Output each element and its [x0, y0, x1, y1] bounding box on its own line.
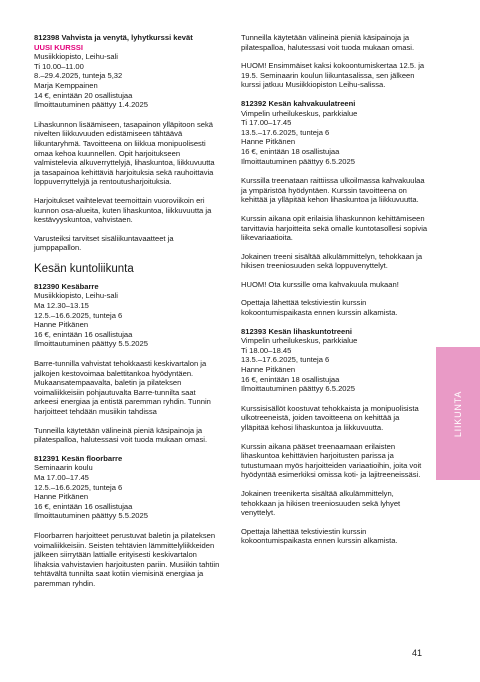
course-location: Vimpelin urheilukeskus, parkkialue: [241, 108, 358, 118]
course-description: Tunneilla käytetään välineinä pieniä käsipainoja ja pilatespalloa, halutessasi voit tuoda mukaan omasi.: [34, 425, 208, 445]
course-price: 16 €, enintään 18 osallistujaa: [241, 374, 340, 384]
course-description: Lihaskunnon lisäämiseen, tasapainon ylläpitoon sekä nivelten liikkuvuuden edistämiseen tähtäävä liikuntaryhmä. Tavoitteena on liikkua monipuolisesti omaa kehoa kuunnellen. Opit harjoitukseen valmistelevia alkuverryttelyjä, lihaskuntoa, liikkuvuutta ja tasapainoa kehittäviä harjoituksia sekä rauhoittavia loppuverryttelyjä ja rentoutusharjoituksia.: [34, 119, 215, 187]
course-note: Opettaja lähettää tekstiviestin kurssin kokoontumispaikasta ennen kurssin alkamista.: [241, 298, 398, 318]
course-deadline: Ilmoittautuminen päättyy 5.5.2025: [34, 511, 148, 521]
course-location: Musiikkiopisto, Leihu-sali: [34, 291, 118, 301]
course-812391: [34, 454, 222, 521]
course-time: Ti 18.00–18.45: [241, 345, 292, 355]
course-location: Seminaarin koulu: [34, 463, 93, 473]
course-812392: [241, 99, 429, 166]
course-meta: [34, 291, 222, 349]
course-time: Ti 10.00–11.00: [34, 61, 84, 71]
course-price: 16 €, enintään 18 osallistujaa: [241, 146, 340, 156]
course-dates: 12.5.–16.6.2025, tunteja 6: [34, 482, 123, 492]
course-teacher: Hanne Pitkänen: [241, 365, 296, 375]
course-812398: [34, 33, 222, 110]
course-dates: 8.–29.4.2025, tunteja 5,32: [34, 71, 123, 81]
course-time: Ma 12.30–13.15: [34, 301, 89, 311]
course-description: Tunneilla käytetään välineinä pieniä käsipainoja ja pilatespalloa, halutessasi voit tuoda mukaan omasi.: [241, 33, 415, 52]
section-side-tab: [436, 347, 480, 480]
course-time: Ti 17.00–17.45: [241, 118, 292, 128]
course-meta: [34, 52, 222, 110]
course-note: HUOM! Ensimmäiset kaksi kokoontumiskertaa 12.5. ja 19.5. Seminaarin koulun liikuntasalissa, sen jälkeen kurssi jatkuu Musiikkiopiston Leihu-salissa.: [241, 61, 425, 90]
course-dates: 12.5.–16.6.2025, tunteja 6: [34, 310, 123, 320]
right-column: [241, 33, 429, 555]
course-teacher: Marja Kemppainen: [34, 80, 98, 90]
course-note: Opettaja lähettää tekstiviestin kurssin kokoontumispaikasta ennen kurssin alkamista.: [241, 526, 398, 546]
course-meta: [34, 463, 222, 521]
course-deadline: Ilmoittautuminen päättyy 1.4.2025: [34, 100, 148, 110]
course-title: 812393 Kesän lihaskuntotreeni: [241, 326, 353, 336]
course-description: Jokainen treenikerta sisältää alkulämmittelyn, tehokkaan ja hikisen treeniosuuden sekä lyhyet venyttelyt.: [241, 488, 401, 518]
course-deadline: Ilmoittautuminen päättyy 6.5.2025: [241, 384, 355, 394]
course-deadline: Ilmoittautuminen päättyy 6.5.2025: [241, 156, 355, 166]
course-description: Floorbarren harjoitteet perustuvat baletin ja pilateksen voimaliikkeisiin. Seisten tehtävien lämmittelyliikkeiden jälkeen siirrytään lattialle erityisesti keskivartalon lihaksia vahvistavien harjoitusten pariin. Musiikin tahtiin tehtävältä tunnilta saat kotiin viemisinä energiaa ja paremman ryhdin.: [34, 530, 220, 588]
course-price: 16 €, enintään 16 osallistujaa: [34, 329, 133, 339]
course-meta: [241, 109, 429, 167]
course-deadline: Ilmoittautuminen päättyy 5.5.2025: [34, 339, 148, 349]
course-dates: 13.5.–17.6.2025, tunteja 6: [241, 127, 330, 137]
course-description: Kurssin aikana opit erilaisia lihaskunnon kehittämiseen tarvittavia harjoitteita sekä omalle kuntotasollesi sopivia liikevariaatioita.: [241, 213, 428, 243]
course-title: 812390 Kesäbarre: [34, 281, 99, 291]
course-812393: [241, 327, 429, 394]
course-teacher: Hanne Pitkänen: [241, 137, 296, 147]
course-location: Musiikkiopisto, Leihu-sali: [34, 52, 118, 62]
section-title: Kesän kuntoliikunta: [34, 262, 134, 275]
page-number: 41: [412, 648, 423, 658]
course-meta: [241, 336, 429, 394]
course-price: 14 €, enintään 20 osallistujaa: [34, 90, 133, 100]
new-course-tag: UUSI KURSSI: [34, 42, 83, 52]
course-teacher: Hanne Pitkänen: [34, 492, 89, 502]
course-description: Kurssin aikana pääset treenaamaan erilaisten lihaskuntoa kehittävien harjoitusten parissa ja tutustumaan myös harjoitteiden variaatioihin, joita voit hyödyntää esimerkiksi omissa koti- ja lajitreeneissäsi.: [241, 441, 422, 480]
course-description: Kurssilla treenataan raittiissa ulkoilmassa kahvakuulaa ja ympäristöä hyödyntäen. Kurssin tavoitteena on kehittää ja ylläpitää kehon lihaskuntoa ja liikkuvuutta.: [241, 176, 425, 205]
course-title: 812392 Kesän kahvakuulatreeni: [241, 98, 356, 108]
course-description: Jokainen treeni sisältää alkulämmittelyn, tehokkaan ja hikisen treeniosuuden sekä loppuvenyttelyt.: [241, 251, 423, 271]
course-location: Vimpelin urheilukeskus, parkkialue: [241, 336, 358, 346]
course-title: 812391 Kesän floorbarre: [34, 453, 123, 463]
course-description: Kurssisisällöt koostuvat tehokkaista ja monipuolisista ulkotreeneistä, joiden tavoitteena on kehittää ja ylläpitää kehosi lihaskuntoa ja liikkuvuutta.: [241, 403, 419, 432]
course-description: Harjoitukset vaihtelevat teemoittain vuoroviikoin eri kunnon osa-alueita, kuten lihaskuntoa, liikkuvuutta ja kestävyyskuntoa, vahvistaen.: [34, 195, 212, 225]
course-dates: 13.5.–17.6.2025, tunteja 6: [241, 355, 330, 365]
course-description: Varusteiksi tarvitset sisäliikuntavaatteet ja jumppapallon.: [34, 233, 174, 253]
course-812390: [34, 282, 222, 349]
course-note: HUOM! Ota kurssille oma kahvakuula mukaan!: [241, 279, 399, 289]
side-tab-label: LIIKUNTA: [453, 390, 463, 437]
course-time: Ma 17.00–17.45: [34, 472, 89, 482]
course-description: Barre-tunnilla vahvistat tehokkaasti keskivartalon ja jalkojen kestovoimaa balettitankoa hyödyntäen. Mukaansatempaavalta, baletin ja pilateksen voimaliikkeisiin pohjautuvalta Barre-tunnilta saat arkeesi energiaa ja entistä paremman ryhdin. Tunnin harjoitteet tehdään musiikin tahdissa: [34, 359, 211, 416]
left-column: [34, 33, 222, 598]
course-title: 812398 Vahvista ja venytä, lyhytkurssi kevät: [34, 33, 193, 42]
course-teacher: Hanne Pitkänen: [34, 320, 89, 330]
course-price: 16 €, enintään 16 osallistujaa: [34, 501, 133, 511]
